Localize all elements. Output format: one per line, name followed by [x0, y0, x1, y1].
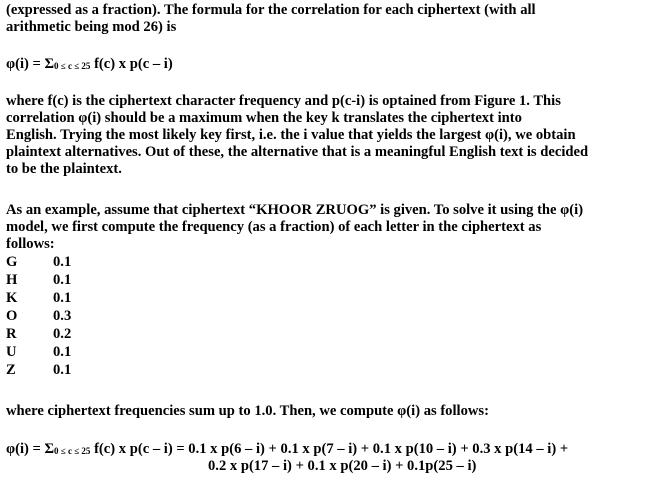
freq-letter: K: [6, 290, 18, 306]
para2-line-1: where f(c) is the ciphertext character frequency and p(c-i) is optained from Figure 1. This: [6, 93, 561, 109]
freq-value: 0.1: [53, 272, 72, 288]
freq-value: 0.1: [53, 290, 72, 306]
para3-line-2: model, we first compute the frequency (as a fraction) of each letter in the ciphertext as: [6, 219, 542, 235]
formula-2-line-2: 0.2 x p(17 – i) + 0.1 x p(20 – i) + 0.1p(25 – i): [208, 458, 477, 474]
freq-value: 0.1: [53, 344, 72, 360]
freq-value: 0.2: [53, 326, 72, 342]
freq-value: 0.1: [53, 362, 72, 378]
intro-line-1: (expressed as a fraction). The formula for the correlation for each ciphertext (with all: [6, 2, 536, 18]
para3-line-1: As an example, assume that ciphertext “KHOOR ZRUOG” is given. To solve it using the φ(i): [6, 202, 584, 218]
formula-1-subscript: 0 ≤ c ≤ 25: [54, 61, 91, 71]
freq-value: 0.3: [53, 308, 72, 324]
freq-letter: G: [6, 254, 18, 270]
para2-line-4: plaintext alternatives. Out of these, the alternative that is a meaningful English text is decided: [6, 144, 589, 160]
formula-2-rhs: f(c) x p(c – i) = 0.1 x p(6 – i) + 0.1 x p(7 – i) + 0.1 x p(10 – i) + 0.3 x p(14 – i) +: [90, 441, 569, 457]
para2-line-2: correlation φ(i) should be a maximum when the key k translates the ciphertext into: [6, 110, 522, 126]
para2-line-5: to be the plaintext.: [6, 161, 122, 177]
intro-line-2: arithmetic being mod 26) is: [6, 19, 177, 35]
freq-letter: H: [6, 272, 18, 288]
formula-1-rhs: f(c) x p(c – i): [90, 56, 173, 72]
freq-letter: O: [6, 308, 18, 324]
freq-letter: Z: [6, 362, 16, 378]
freq-letter: U: [6, 344, 17, 360]
formula-2-lhs: φ(i) = Σ: [6, 441, 55, 457]
para3-line-3: follows:: [6, 236, 55, 252]
freq-value: 0.1: [53, 254, 72, 270]
formula-2-subscript: 0 ≤ c ≤ 25: [54, 446, 91, 456]
freq-letter: R: [6, 326, 17, 342]
formula-1-lhs: φ(i) = Σ: [6, 56, 55, 72]
para4-line: where ciphertext frequencies sum up to 1.0. Then, we compute φ(i) as follows:: [6, 403, 489, 419]
para2-line-3: English. Trying the most likely key first, i.e. the i value that yields the largest φ(i), we obtain: [6, 127, 576, 143]
